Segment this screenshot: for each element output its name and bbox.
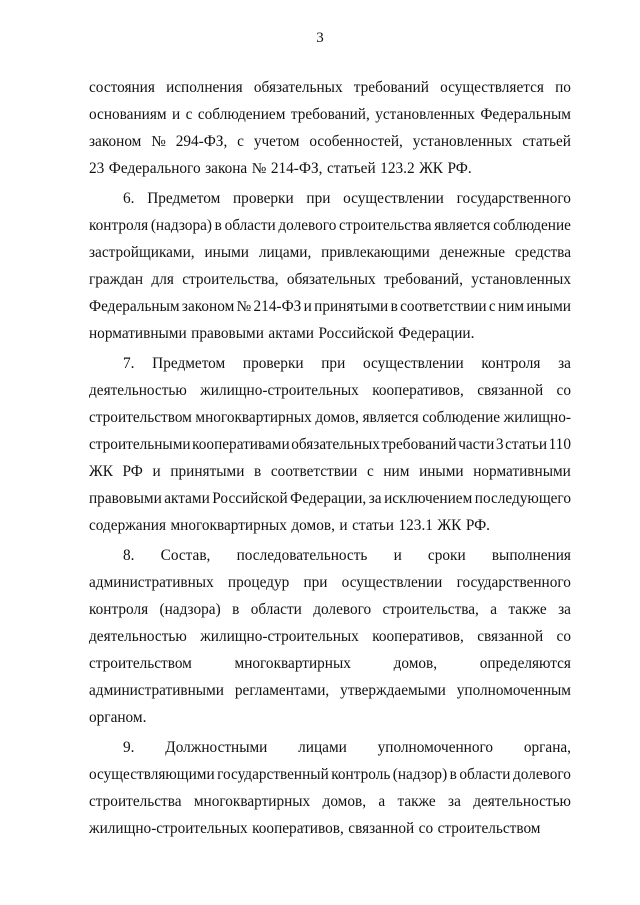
word: 294-ФЗ, [175, 133, 228, 150]
word: связанной [477, 628, 544, 645]
word: при [303, 574, 328, 591]
word: домов, [315, 409, 359, 426]
word: Федерации. [398, 325, 475, 342]
text-line [89, 185, 571, 212]
word: состояния [89, 79, 155, 96]
word: ЖК [419, 160, 444, 177]
word: статьи [505, 436, 548, 453]
text-line [89, 815, 571, 842]
word: иными [419, 463, 464, 480]
word: кооперативами [192, 436, 290, 453]
word: осуществляется [440, 79, 544, 96]
word: 7. [123, 355, 135, 372]
word: обязательных [286, 271, 376, 288]
word: за [558, 601, 571, 618]
word: за [448, 793, 461, 810]
word: лицами, [258, 244, 312, 261]
word: и [303, 298, 312, 315]
word: в [390, 298, 398, 315]
word: за [368, 490, 382, 507]
word: долевого [512, 766, 571, 783]
word: за [558, 355, 571, 372]
word: Федеральным [480, 106, 571, 123]
word: области [459, 766, 511, 783]
word: контроля [89, 217, 149, 234]
text-line [89, 677, 571, 704]
word: ним [383, 463, 410, 480]
word: строительством [437, 820, 541, 837]
word: жилищно-строительных [200, 382, 359, 399]
word: кооперативов, [252, 820, 344, 837]
word: № [236, 298, 252, 315]
word: в [232, 601, 240, 618]
word: обязательных [253, 79, 343, 96]
word: РФ. [465, 517, 490, 534]
word: установленных [412, 133, 513, 150]
word: осуществлении [343, 190, 444, 207]
word: является [434, 217, 491, 234]
word: многоквартирных [193, 793, 311, 810]
word: строительством [89, 655, 192, 672]
word: привлекающими [321, 244, 430, 261]
word: области [250, 601, 302, 618]
word: нормативными [89, 325, 187, 342]
text-line [89, 377, 571, 404]
word: строительства [339, 217, 432, 234]
text-line [89, 596, 571, 623]
word: и [172, 106, 181, 123]
word: требований [353, 79, 429, 96]
word: соответствии [400, 298, 487, 315]
word: застройщиками, [89, 244, 195, 261]
word: административных [89, 574, 214, 591]
word: соответствии [270, 463, 358, 480]
word: средства [514, 244, 571, 261]
word: административными [89, 682, 224, 699]
word: законом [89, 133, 142, 150]
word: а [490, 601, 498, 618]
word: многоквартирных [170, 517, 287, 534]
word: РФ. [447, 160, 472, 177]
text-line [89, 761, 571, 788]
page-number: 3 [316, 30, 324, 46]
word: актами [164, 490, 210, 507]
word: строительства, [382, 601, 479, 618]
word: требований, [290, 106, 370, 123]
word: государственного [456, 574, 571, 591]
word: денежные [439, 244, 506, 261]
word: обязательных [291, 436, 380, 453]
word: особенностей, [309, 133, 403, 150]
text-line [89, 542, 571, 569]
word: актами [268, 325, 314, 342]
word: строительством [89, 409, 192, 426]
word: также [508, 601, 547, 618]
text-line [89, 266, 571, 293]
word: сроки [427, 547, 466, 564]
word: жилищно-строительных [200, 628, 359, 645]
word: уполномоченным [456, 682, 571, 699]
word: строительными [89, 436, 191, 453]
word: органом. [89, 709, 147, 726]
word: уполномоченного [377, 739, 494, 756]
text-line [89, 128, 571, 155]
paragraph [89, 185, 571, 347]
word: части [458, 436, 495, 453]
word: контроля [481, 355, 541, 372]
word: деятельностью [473, 793, 571, 810]
word: (надзор) [392, 766, 448, 783]
word: Российской [318, 325, 394, 342]
word: долевого [313, 601, 372, 618]
word: осуществлении [362, 355, 464, 372]
word: статьей [522, 133, 571, 150]
word: выполнения [491, 547, 571, 564]
text-line [89, 101, 571, 128]
word: области [224, 217, 276, 234]
word: 110 [548, 436, 571, 453]
text-line [89, 485, 571, 512]
word: также [397, 793, 436, 810]
word: и [393, 547, 402, 564]
word: требований, [384, 271, 463, 288]
paragraph [89, 734, 571, 842]
word: со [418, 820, 434, 837]
word: ЖК [437, 517, 462, 534]
paragraph [89, 74, 571, 182]
word: 214-ФЗ, [270, 160, 323, 177]
word: кооперативов, [372, 382, 464, 399]
word: установленных [375, 106, 475, 123]
text-line [89, 212, 571, 239]
word: контроля [89, 601, 149, 618]
word: со [556, 628, 571, 645]
word: проверки [242, 355, 304, 372]
word: многоквартирных [195, 409, 312, 426]
word: 9. [123, 739, 135, 756]
word: граждан [89, 271, 144, 288]
text-line [89, 704, 571, 731]
word: (надзора) [150, 217, 212, 234]
word: по [555, 79, 571, 96]
word: связанной [348, 820, 415, 837]
word: в [254, 463, 262, 480]
word: при [306, 190, 331, 207]
word: Должностными [165, 739, 268, 756]
word: с [488, 298, 496, 315]
word: контроль [331, 766, 391, 783]
word: домов, [393, 655, 438, 672]
word: статьей [326, 160, 376, 177]
word: нормативными [473, 463, 571, 480]
word: 123.1 [398, 517, 433, 534]
word: Предметом [147, 190, 221, 207]
text-line [89, 404, 571, 431]
text-line [89, 569, 571, 596]
word: а [378, 793, 386, 810]
word: правовыми [89, 490, 162, 507]
word: Российской [212, 490, 288, 507]
word: государственный [217, 766, 329, 783]
word: жилищно- [503, 409, 571, 426]
word: с [366, 463, 374, 480]
text-line [89, 155, 571, 182]
word: статьи [352, 517, 394, 534]
word: Федеральным [89, 298, 180, 315]
text-line [89, 650, 571, 677]
word: 8. [123, 547, 135, 564]
word: законом [181, 298, 235, 315]
word: установленных [471, 271, 571, 288]
word: правовыми [191, 325, 264, 342]
word: и [152, 463, 161, 480]
word: содержания [89, 517, 166, 534]
word: многоквартирных [234, 655, 351, 672]
word: 6. [123, 190, 135, 207]
word: № [151, 133, 166, 150]
word: процедур [227, 574, 290, 591]
word: строительства, [182, 271, 279, 288]
word: с [185, 106, 193, 123]
word: требований [381, 436, 457, 453]
word: иными [204, 244, 249, 261]
word: при [321, 355, 346, 372]
word: последующего [474, 490, 571, 507]
word: деятельностью [89, 382, 187, 399]
text-line [89, 512, 571, 539]
word: деятельностью [89, 628, 187, 645]
text-line [89, 320, 571, 347]
word: является [362, 409, 419, 426]
word: Федерации, [290, 490, 367, 507]
word: РФ [122, 463, 143, 480]
word: связанной [477, 382, 544, 399]
word: закона [205, 160, 248, 177]
word: иными [526, 298, 571, 315]
word: проверки [232, 190, 294, 207]
paragraph [89, 350, 571, 539]
word: государственного [456, 190, 571, 207]
word: осуществляющими [89, 766, 215, 783]
word: соблюдением [197, 106, 286, 123]
word: 214-ФЗ [253, 298, 302, 315]
word: и [339, 517, 348, 534]
word: исключением [384, 490, 473, 507]
word: соблюдение [493, 217, 571, 234]
word: домов, [322, 793, 367, 810]
word: (надзора) [159, 601, 221, 618]
document-body [89, 74, 571, 845]
word: последовательность [236, 547, 368, 564]
word: лицами [298, 739, 347, 756]
word: определяются [479, 655, 571, 672]
word: основаниям [89, 106, 167, 123]
word: 3 [495, 436, 504, 453]
word: кооперативов, [372, 628, 464, 645]
text-line [89, 431, 571, 458]
word: Федерального [108, 160, 201, 177]
word: Предметом [152, 355, 226, 372]
word: в [449, 766, 457, 783]
text-line [89, 734, 571, 761]
word: осуществлении [341, 574, 443, 591]
word: ним [498, 298, 525, 315]
word: жилищно-строительных [89, 820, 248, 837]
word: № [251, 160, 267, 177]
word: долевого [278, 217, 337, 234]
word: органа, [523, 739, 571, 756]
text-line [89, 350, 571, 377]
word: учетом [253, 133, 300, 150]
word: исполнения [166, 79, 243, 96]
word: строительства [89, 793, 182, 810]
text-line [89, 458, 571, 485]
word: принятыми [170, 463, 245, 480]
paragraph [89, 542, 571, 731]
text-line [89, 239, 571, 266]
word: для [151, 271, 174, 288]
word: соблюдение [422, 409, 501, 426]
text-line [89, 788, 571, 815]
word: с [237, 133, 244, 150]
word: в [214, 217, 222, 234]
text-line [89, 74, 571, 101]
word: принятыми [314, 298, 389, 315]
text-line [89, 293, 571, 320]
word: ЖК [89, 463, 113, 480]
word: 123.2 [380, 160, 415, 177]
word: Состав, [160, 547, 211, 564]
word: регламентами, [234, 682, 330, 699]
word: 23 [89, 160, 105, 177]
word: домов, [291, 517, 335, 534]
word: утверждаемыми [340, 682, 446, 699]
text-line [89, 623, 571, 650]
word: со [556, 382, 571, 399]
